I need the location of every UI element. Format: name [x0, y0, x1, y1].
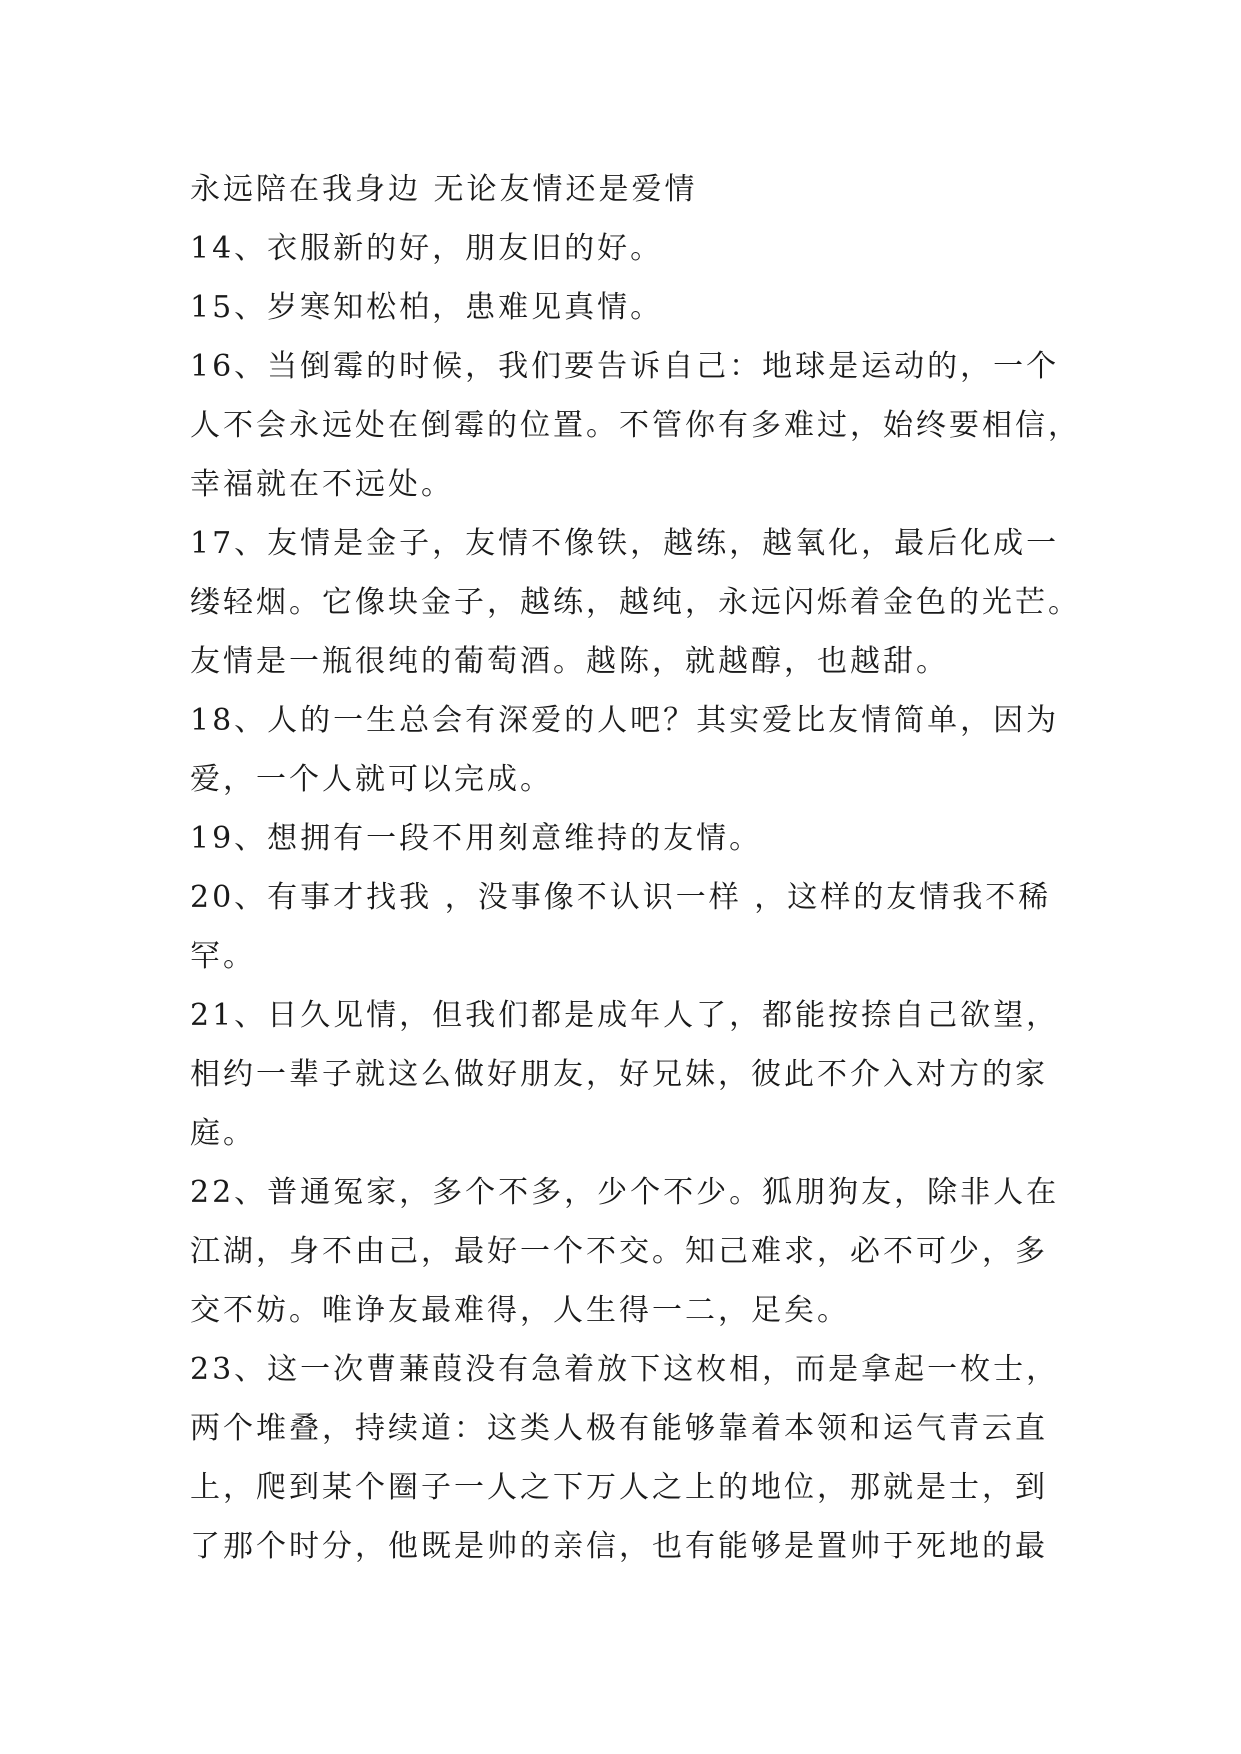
text-line: 上，爬到某个圈子一人之下万人之上的地位，那就是士，到	[190, 1470, 1048, 1505]
text-line: 16、当倒霉的时候，我们要告诉自己：地球是运动的，一个	[190, 349, 1060, 384]
text-line: 罕。	[190, 939, 256, 974]
text-line: 相约一辈子就这么做好朋友，好兄妹，彼此不介入对方的家	[190, 1057, 1048, 1092]
text-line: 人不会永远处在倒霉的位置。不管你有多难过，始终要相信，	[190, 408, 1081, 443]
text-line: 庭。	[190, 1116, 256, 1151]
text-line: 幸福就在不远处。	[190, 467, 454, 502]
text-line: 18、人的一生总会有深爱的人吧？其实爱比友情简单，因为	[190, 703, 1060, 738]
text-line: 爱，一个人就可以完成。	[190, 762, 553, 797]
text-line: 20、有事才找我 ，没事像不认识一样 ，这样的友情我不稀	[190, 880, 1052, 915]
text-line: 缕轻烟。它像块金子，越练，越纯，永远闪烁着金色的光芒。	[190, 585, 1081, 620]
text-line: 19、想拥有一段不用刻意维持的友情。	[190, 821, 763, 856]
text-line: 23、这一次曹蒹葭没有急着放下这枚相，而是拿起一枚士，	[190, 1352, 1060, 1387]
text-line: 了那个时分，他既是帅的亲信，也有能够是置帅于死地的最	[190, 1529, 1048, 1564]
text-line: 永远陪在我身边 无论友情还是爱情	[190, 172, 698, 207]
text-line: 14、衣服新的好，朋友旧的好。	[190, 231, 664, 266]
text-line: 17、友情是金子，友情不像铁，越练，越氧化，最后化成一	[190, 526, 1060, 561]
text-line: 江湖，身不由己，最好一个不交。知己难求，必不可少，多	[190, 1234, 1048, 1269]
text-line: 两个堆叠，持续道：这类人极有能够靠着本领和运气青云直	[190, 1411, 1048, 1446]
text-line: 交不妨。唯诤友最难得，人生得一二，足矣。	[190, 1293, 850, 1328]
text-line: 15、岁寒知松柏，患难见真情。	[190, 290, 664, 325]
text-line: 21、日久见情，但我们都是成年人了，都能按捺自己欲望，	[190, 998, 1060, 1033]
text-line: 友情是一瓶很纯的葡萄酒。越陈，就越醇，也越甜。	[190, 644, 949, 679]
document-body	[190, 160, 1081, 1576]
text-line: 22、普通冤家，多个不多，少个不少。狐朋狗友，除非人在	[190, 1175, 1060, 1210]
